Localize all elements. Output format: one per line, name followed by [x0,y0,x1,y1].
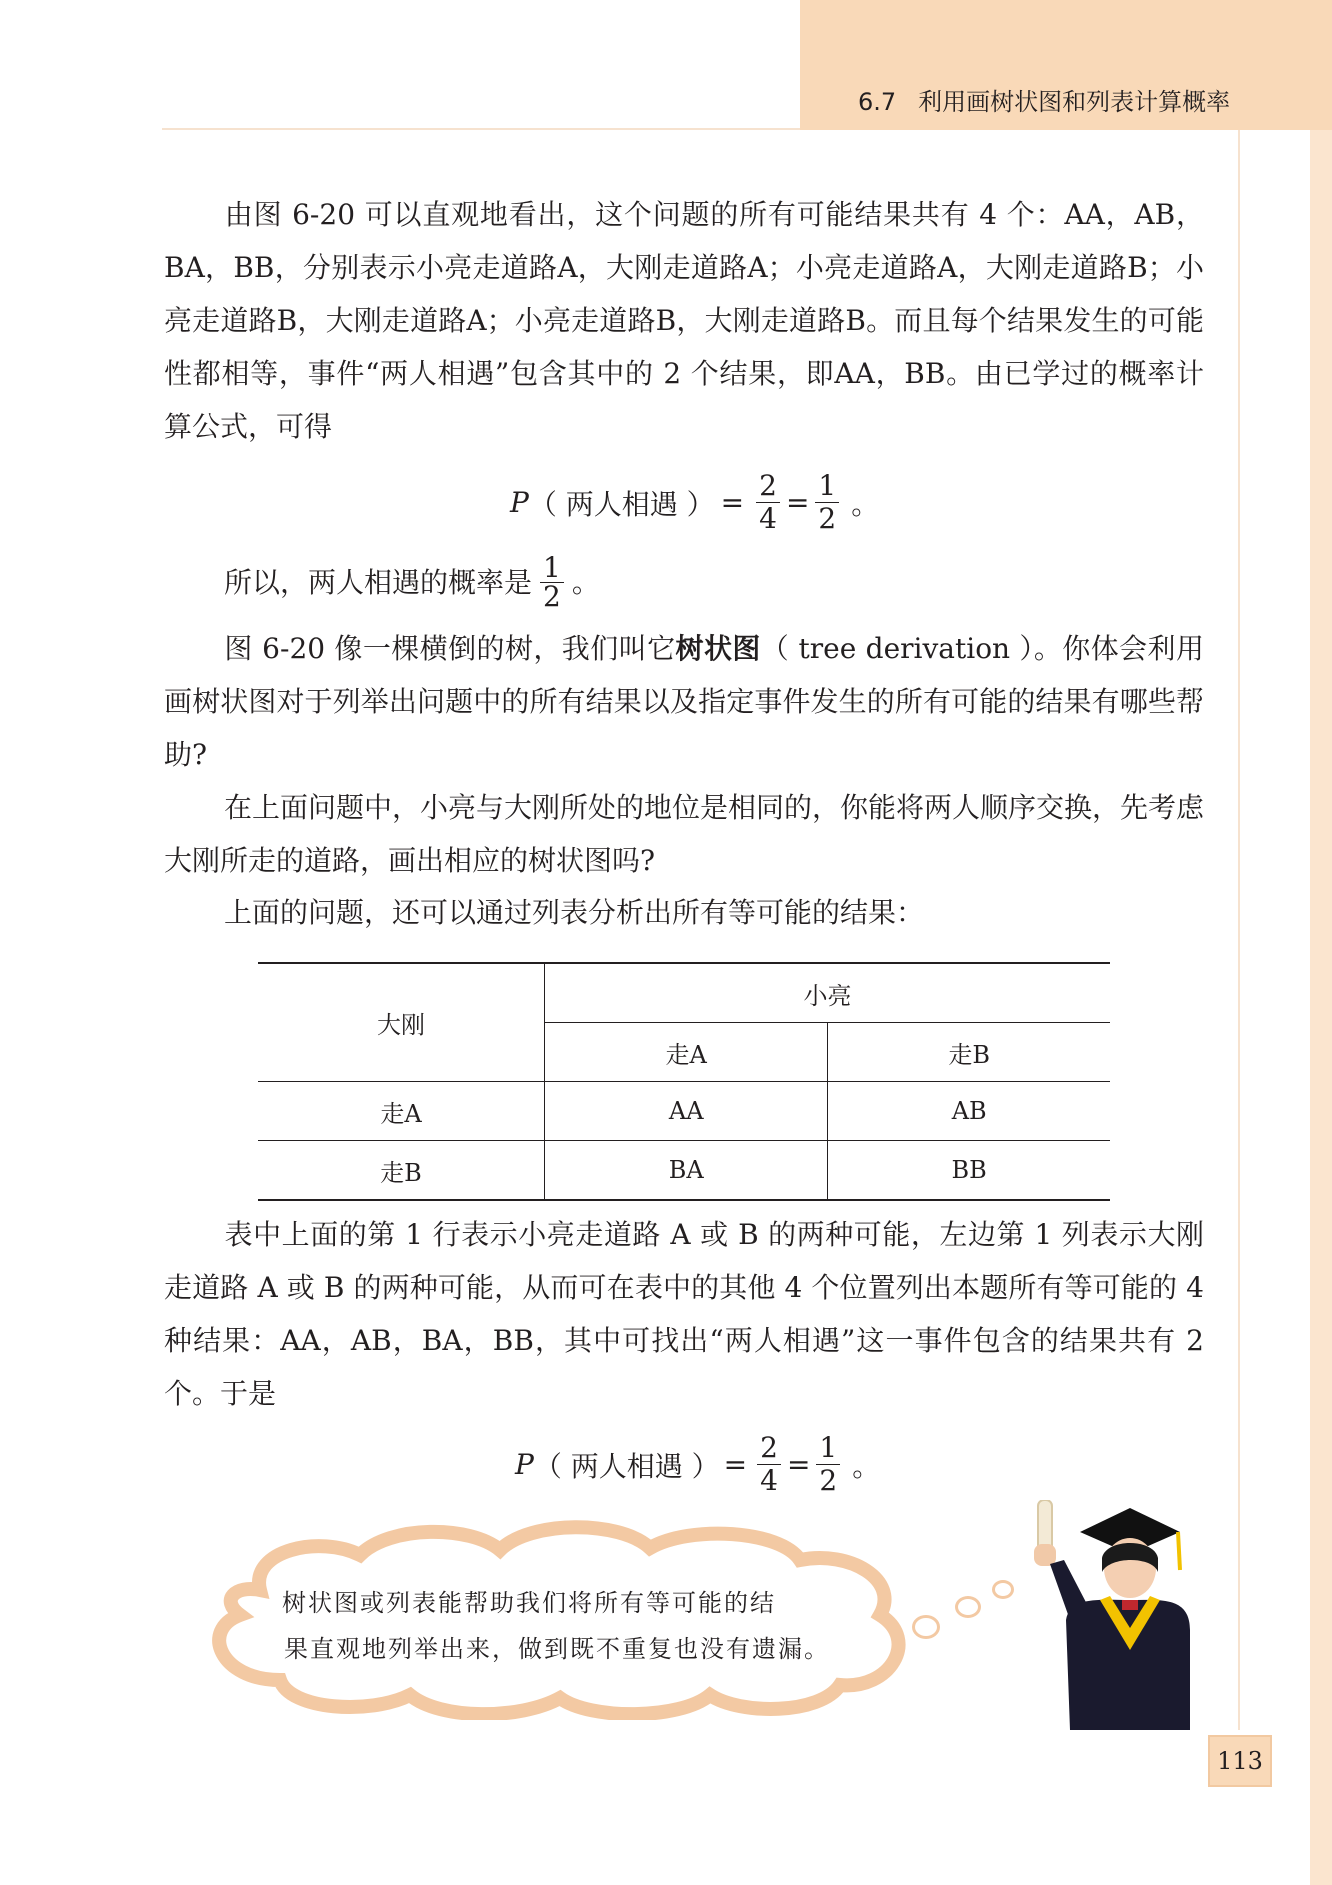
table-cell: AA [545,1082,828,1141]
fraction-2-4: $\frac{2}{4}$ [757,1432,781,1497]
table-cell: BA [545,1141,828,1201]
header-divider [162,128,800,130]
table-cell: AB [828,1082,1110,1141]
col-header: 走A [545,1023,828,1082]
thought-bubble [912,1615,940,1639]
formula-1: P （ 两人相遇 ） = $\frac{2}{4}$ = $\frac{1}{2}$ 。 [510,469,880,535]
fraction-2-4: $\frac{2}{4}$ [756,470,780,535]
paragraph-6: 表中上面的第 1 行表示小亮走道路 A 或 B 的两种可能，左边第 1 列表示大刚走道路 A 或 B 的两种可能，从而可在表中的其他 4 个位置列出本题所有等可能的 4 种结果：AA，AB，BA，BB，其中可找出“两人相遇”这一事件包含的结果共有 2 个。于是 [164,1218,1204,1410]
table-corner: 大刚 [258,963,545,1082]
formula-2: P （ 两人相遇 ） = $\frac{2}{4}$ = $\frac{1}{2}$ 。 [515,1431,881,1497]
graduate-student-illustration [1030,1500,1190,1730]
side-line [1238,130,1240,1730]
cloud-line-1: 树状图或列表能帮助我们将所有等可能的结 [282,1589,776,1617]
page-number: 113 [1208,1735,1272,1787]
side-strip [1310,130,1332,1885]
paragraph-1: 由图 6-20 可以直观地看出，这个问题的所有可能结果共有 4 个：AA，AB，BA，BB，分别表示小亮走道路A，大刚走道路A；小亮走道路A，大刚走道路B；小亮走道路B，大刚走道路A；小亮走道路B，大刚走道路B。而且每个结果发生的可能性都相等，事件“两人相遇”包含其中的 2 个结果，即AA，BB。由已学过的概率计算公式，可得 [164,198,1204,443]
cloud-line-2: 果直观地列举出来，做到既不重复也没有遗漏。 [284,1635,830,1663]
paragraph-2: 所以，两人相遇的概率是 $\frac{1}{2}$ 。 [224,551,600,613]
table-cell: BB [828,1141,1110,1201]
paragraph-4: 在上面问题中，小亮与大刚所处的地位是相同的，你能将两人顺序交换，先考虑大刚所走的道路，画出相应的树状图吗? [164,791,1205,877]
row-header: 走B [258,1141,545,1201]
section-title: 6.7 利用画树状图和列表计算概率 [858,88,1231,116]
fraction-1-2: $\frac{1}{2}$ [815,470,839,535]
outcome-table [258,962,1110,1201]
paragraph-3: 图 6-20 像一棵横倒的树，我们叫它树状图（ tree derivation ）。你体会利用画树状图对于列举出问题中的所有结果以及指定事件发生的所有可能的结果有哪些帮助? [164,632,1204,771]
col-header: 走B [828,1023,1110,1082]
table-top-header: 小亮 [545,963,1111,1023]
paragraph-5: 上面的问题，还可以通过列表分析出所有等可能的结果： [224,896,925,929]
row-header: 走A [258,1082,545,1141]
inline-fraction: $\frac{1}{2}$ [540,554,564,611]
thought-bubble [955,1596,981,1618]
thought-bubble [992,1580,1014,1599]
fraction-1-2: $\frac{1}{2}$ [816,1432,840,1497]
term-tree-diagram: 树状图 [675,632,761,665]
